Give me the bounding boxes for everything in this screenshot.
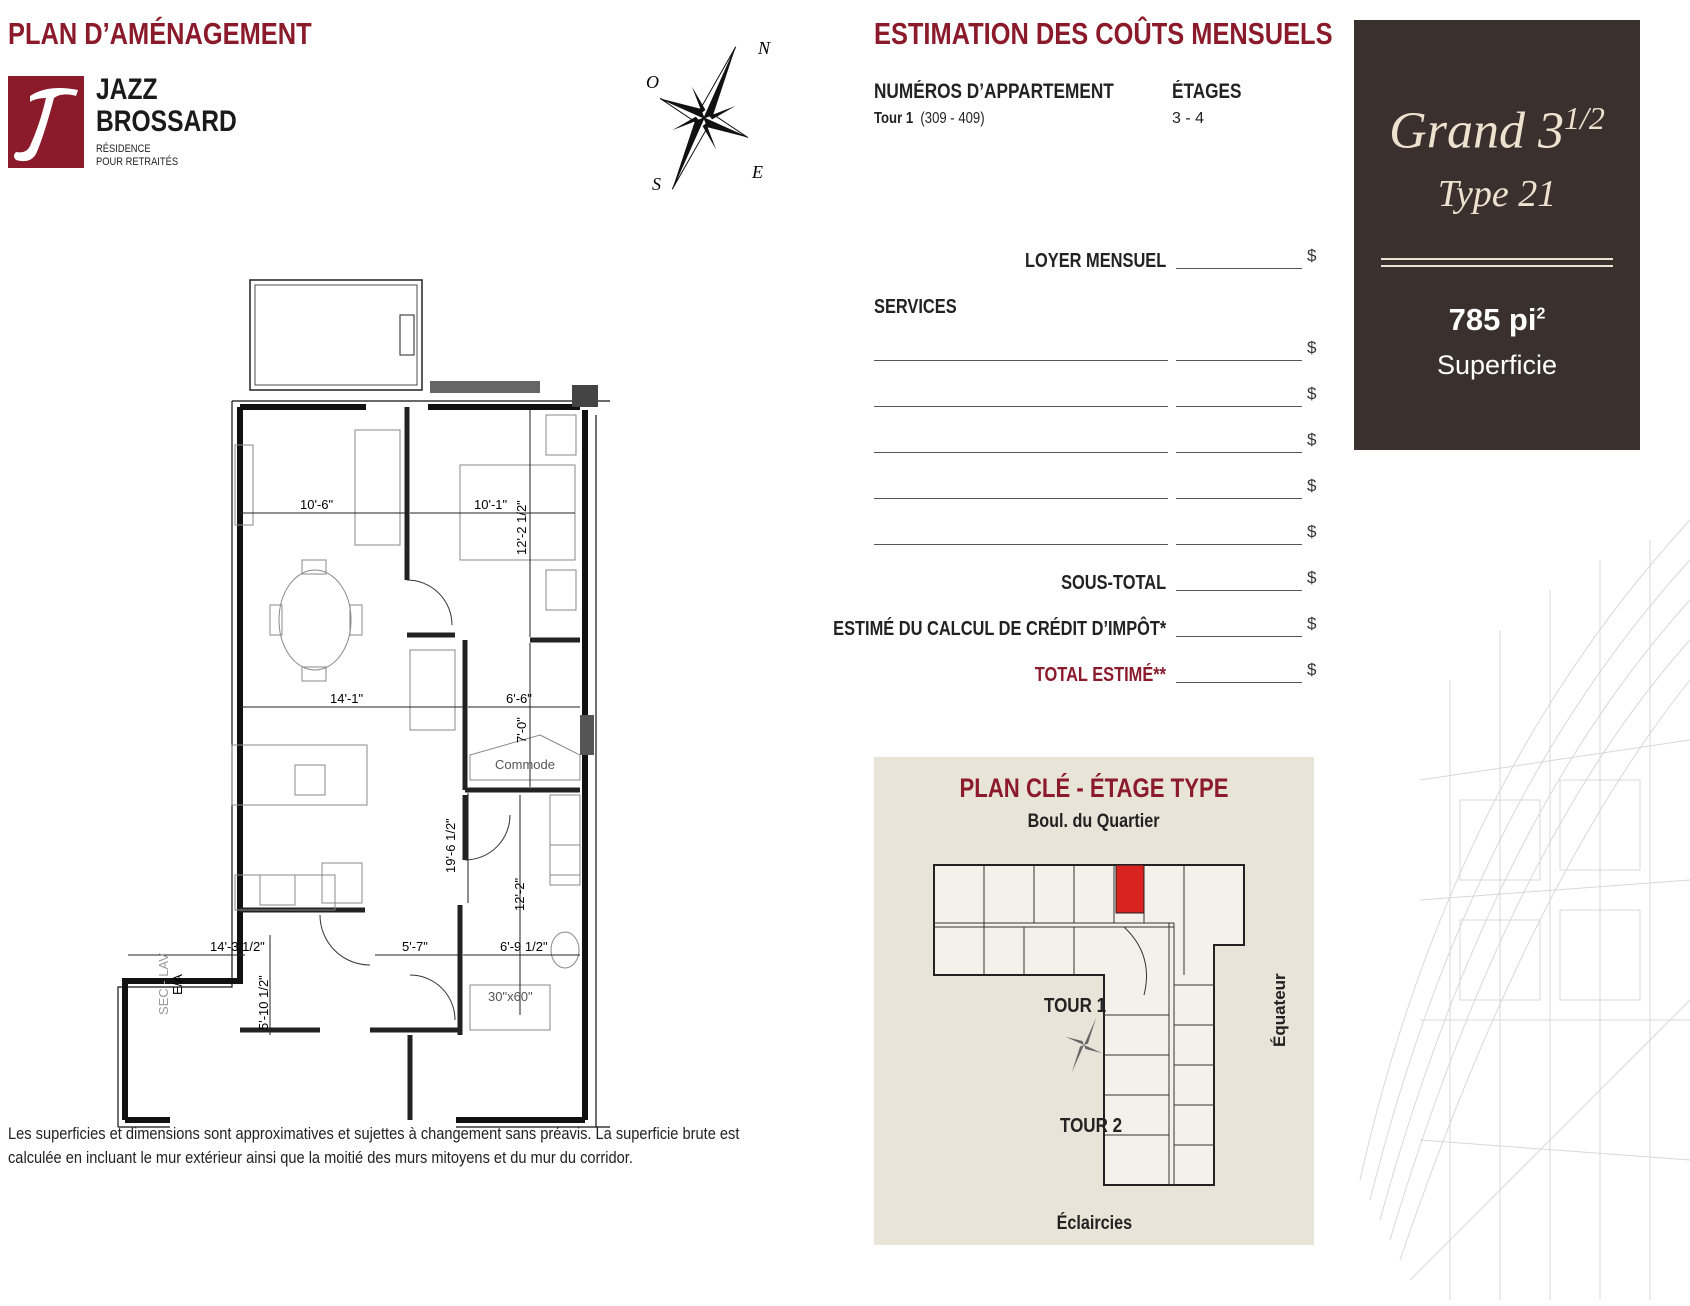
services-label: SERVICES xyxy=(874,296,957,318)
unit-type: Type 21 xyxy=(1437,173,1557,215)
tax-credit-currency: $ xyxy=(1307,614,1317,633)
plan-title: PLAN D’AMÉNAGEMENT xyxy=(8,16,312,51)
apartment-numbers: Tour 1 (309 - 409) xyxy=(874,110,985,127)
key-plan-title-wrap xyxy=(874,773,1314,804)
card-divider-top xyxy=(1381,258,1613,260)
floor-plan-drawing xyxy=(110,275,670,1135)
service-name-field-1[interactable] xyxy=(874,360,1168,361)
service-amount-field-2[interactable] xyxy=(1176,406,1302,407)
total-label: TOTAL ESTIMÉ** xyxy=(1034,664,1166,686)
street-top-wrap xyxy=(874,811,1314,833)
service-amount-field-3[interactable] xyxy=(1176,452,1302,453)
brand-name: JAZZ BROSSARD xyxy=(96,73,237,138)
rent-currency: $ xyxy=(1307,246,1317,265)
costs-title: ESTIMATION DES COÛTS MENSUELS xyxy=(874,16,1333,51)
service-name-field-3[interactable] xyxy=(874,452,1168,453)
service-currency-2: $ xyxy=(1307,384,1317,403)
tower1-label: TOUR 1 xyxy=(1044,995,1107,1017)
footnote: Les superficies et dimensions sont approximatives et sujettes à changement sans préavis. La superficie brute est calculée en incluant le mur extérieur ainsi que la moitié des murs mitoyens et du mur du corridor. xyxy=(8,1124,740,1167)
service-name-field-4[interactable] xyxy=(874,498,1168,499)
building-sketch-illustration xyxy=(1330,480,1690,1306)
dim-entry-h: 5'-10 1/2" xyxy=(256,975,271,1030)
subtotal-label: SOUS-TOTAL xyxy=(1060,572,1166,594)
card-divider-bottom xyxy=(1381,265,1613,267)
service-currency-3: $ xyxy=(1307,430,1317,449)
compass-o: O xyxy=(646,72,659,92)
key-plan-panel xyxy=(874,757,1314,1245)
brand-logo xyxy=(8,76,84,168)
service-amount-field-4[interactable] xyxy=(1176,498,1302,499)
street-top: Boul. du Quartier xyxy=(1028,811,1160,832)
dim-commode: Commode xyxy=(495,757,555,772)
tax-credit-label: ESTIMÉ DU CALCUL DE CRÉDIT D’IMPÔT* xyxy=(832,618,1166,640)
unit-area-label: Superficie xyxy=(1436,350,1558,380)
key-plan-map xyxy=(924,855,1264,1201)
logo-j-mark-icon xyxy=(8,76,84,168)
service-name-field-5[interactable] xyxy=(874,544,1168,545)
street-right: Équateur xyxy=(1270,973,1289,1047)
subtotal-field[interactable] xyxy=(1176,590,1302,591)
dim-entry-w: 14'-3 1/2" xyxy=(210,939,265,954)
subtotal-currency: $ xyxy=(1307,568,1317,587)
street-bottom: Éclaircies xyxy=(1056,1213,1132,1234)
service-amount-field-5[interactable] xyxy=(1176,544,1302,545)
dim-hall: 5'-7" xyxy=(402,939,428,954)
unit-card xyxy=(1354,20,1640,450)
dim-closet-h: 7'-0" xyxy=(514,717,529,743)
compass-e: E xyxy=(752,162,763,182)
unit-area: 785 $pi^2$ xyxy=(1448,302,1546,337)
dim-bedroom-h: 12'-2 1/2" xyxy=(514,500,529,555)
dim-bedroom-w: 10'-1" xyxy=(474,497,508,512)
unit-model: Grand $3^{1/2}$ xyxy=(1389,100,1605,160)
brand-tagline: RÉSIDENCE POUR RETRAITÉS xyxy=(96,143,179,168)
compass-rose-icon xyxy=(630,18,780,203)
dim-bath-h: 12'-2" xyxy=(512,877,527,911)
total-currency: $ xyxy=(1307,660,1317,679)
dim-bath-w: 6'-9 1/2" xyxy=(500,939,548,954)
total-field[interactable] xyxy=(1176,682,1302,683)
compass-n: N xyxy=(758,38,771,58)
apartment-numbers-label: NUMÉROS D’APPARTEMENT xyxy=(874,80,1114,103)
dim-dining: 14'-1" xyxy=(330,691,364,706)
dim-shower: 30"x60" xyxy=(488,989,533,1004)
dim-closet-w: 6'-6" xyxy=(506,691,532,706)
dim-sec-lav: SEC - LAV xyxy=(156,953,171,1015)
service-name-field-2[interactable] xyxy=(874,406,1168,407)
key-plan-title: PLAN CLÉ - ÉTAGE TYPE xyxy=(959,773,1229,803)
rent-field[interactable] xyxy=(1176,268,1302,269)
service-currency-5: $ xyxy=(1307,522,1317,541)
street-bottom-wrap xyxy=(874,1213,1314,1235)
rent-label: LOYER MENSUEL xyxy=(1024,250,1166,272)
service-currency-1: $ xyxy=(1307,338,1317,357)
tax-credit-field[interactable] xyxy=(1176,636,1302,637)
dim-kitchen: 19'-6 1/2" xyxy=(443,818,458,873)
floors-label: ÉTAGES xyxy=(1172,80,1242,103)
service-currency-4: $ xyxy=(1307,476,1317,495)
key-plan-unit-highlight xyxy=(1116,865,1144,913)
service-amount-field-1[interactable] xyxy=(1176,360,1302,361)
tower2-label: TOUR 2 xyxy=(1060,1115,1123,1137)
compass-s: S xyxy=(652,174,661,194)
floors-value: 3 - 4 xyxy=(1172,110,1205,127)
dim-living: 10'-6" xyxy=(300,497,334,512)
dim-ea: E/A xyxy=(170,974,185,995)
